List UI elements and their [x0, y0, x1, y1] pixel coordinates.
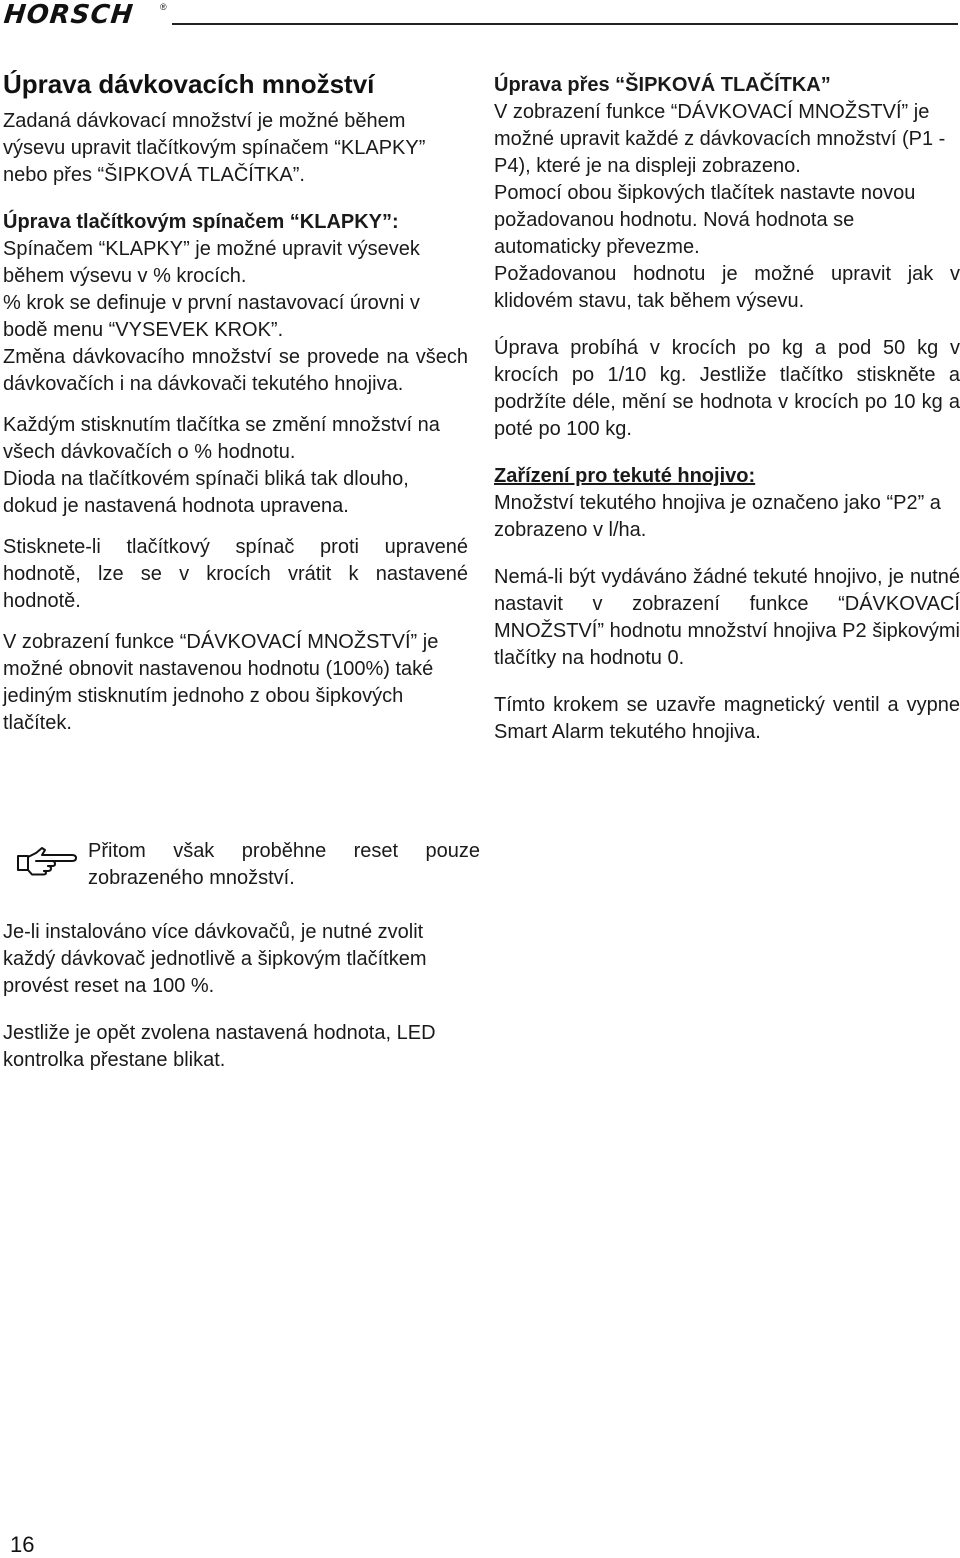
- right-paragraph-4: Úprava probíhá v krocích po kg a pod 50 kg v krocích po 1/10 kg. Jestliže tlačítko stiskněte a podržíte déle, mění se hodnota v krocích po 10 kg a poté po 100 kg.: [494, 337, 960, 440]
- press-paragraph-2: Dioda na tlačítkovém spínači bliká tak dlouho, dokud je nastavená hodnota upravena.: [3, 468, 409, 517]
- horsch-logo: HORSCH: [2, 0, 136, 30]
- right-paragraph-7: Tímto krokem se uzavře magnetický ventil a vypne Smart Alarm tekutého hnojiva.: [494, 694, 960, 743]
- right-paragraph-5: Množství tekutého hnojiva je označeno jako “P2” a zobrazeno v l/ha.: [494, 492, 941, 541]
- registered-mark: ®: [160, 2, 167, 12]
- after-note-section: [3, 919, 468, 1074]
- right-column: [494, 72, 960, 746]
- liquid-fertilizer-heading: Zařízení pro tekuté hnojivo:: [494, 465, 756, 487]
- right-paragraph-2: Pomocí obou šipkových tlačítek nastavte novou požadovanou hodnotu. Nová hodnota se automaticky převezme.: [494, 182, 916, 258]
- klapky-paragraph-1: Spínačem “KLAPKY” je možné upravit výsevek během výsevu v % krocích.: [3, 238, 420, 287]
- note-text: Přitom však proběhne reset pouze zobrazeného množství.: [88, 840, 480, 889]
- klapky-paragraph-3: Změna dávkovacího množství se provede na všech dávkovačích i na dávkovači tekutého hnojiva.: [3, 346, 468, 395]
- arrow-buttons-heading: Úprava přes “ŠIPKOVÁ TLAČÍTKA”: [494, 74, 831, 96]
- right-paragraph-1: V zobrazení funkce “DÁVKOVACÍ MNOŽSTVÍ” je možné upravit každé z dávkovacích množství (P1 - P4), které je na displeji zobrazeno.: [494, 101, 946, 177]
- multiple-dosing-paragraph: Je-li instalováno více dávkovačů, je nutné zvolit každý dávkovač jednotlivě a šipkovým tlačítkem provést reset na 100 %.: [3, 921, 427, 997]
- klapky-paragraph-2: % krok se definuje v první nastavovací úrovni v bodě menu “VYSEVEK KROK”.: [3, 292, 420, 341]
- return-paragraph: Stisknete-li tlačítkový spínač proti upravené hodnotě, lze se v krocích vrátit k nastavené hodnotě.: [3, 536, 468, 612]
- page-number: 16: [10, 1532, 35, 1557]
- intro-paragraph: Zadaná dávkovací množství je možné během výsevu upravit tlačítkovým spínačem “KLAPKY” nebo přes “ŠIPKOVÁ TLAČÍTKA”.: [3, 110, 426, 186]
- header-divider: [172, 23, 958, 25]
- right-paragraph-6: Nemá-li být vydáváno žádné tekuté hnojivo, je nutné nastavit v zobrazení funkce “DÁVKOVACÍ MNOŽSTVÍ” hodnotu množství hnojiva P2 šipkovými tlačítky na hodnotu 0.: [494, 566, 960, 669]
- klapky-heading: Úprava tlačítkovým spínačem “KLAPKY”:: [3, 211, 399, 233]
- press-paragraph-1: Každým stisknutím tlačítka se změní množství na všech dávkovačích o % hodnotu.: [3, 414, 440, 463]
- page-title: Úprava dávkovacích množství: [3, 69, 375, 99]
- reset-paragraph: V zobrazení funkce “DÁVKOVACÍ MNOŽSTVÍ” je možné obnovit nastavenou hodnotu (100%) také jediným stisknutím jednoho z obou šipkových tlačítek.: [3, 631, 439, 734]
- led-paragraph: Jestliže je opět zvolena nastavená hodnota, LED kontrolka přestane blikat.: [3, 1022, 436, 1071]
- right-paragraph-3: Požadovanou hodnotu je možné upravit jak v klidovém stavu, tak během výsevu.: [494, 263, 960, 312]
- left-column: [3, 68, 468, 737]
- pointing-hand-icon: [14, 844, 78, 876]
